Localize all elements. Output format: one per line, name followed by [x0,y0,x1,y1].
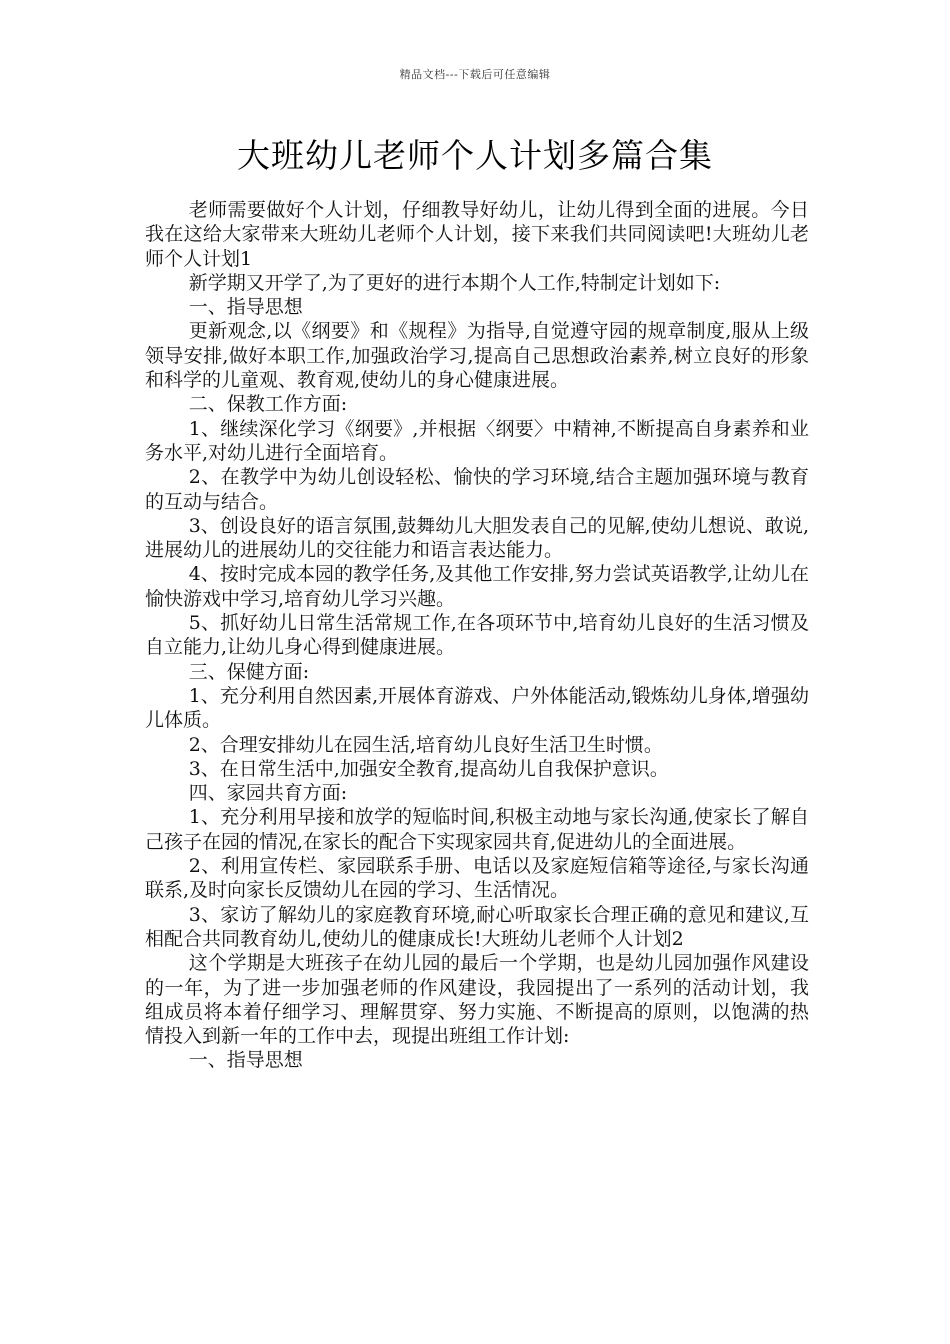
list-item: 3、创设良好的语言氛围,鼓舞幼儿大胆发表自己的见解,使幼儿想说、敢说,进展幼儿的进展幼儿的交往能力和语言表达能力。 [145,514,809,562]
list-item: 3、在日常生活中,加强安全教育,提高幼儿自我保护意识。 [188,757,669,780]
list-item: 2、利用宣传栏、家园联系手册、电话以及家庭短信箱等途径,与家长沟通联系,及时向家长反馈幼儿在园的学习、生活情况。 [145,855,809,902]
list-item: 1、充分利用自然因素,开展体育游戏、户外体能活动,锻炼幼儿身体,增强幼儿体质。 [145,684,809,732]
header-note: 精品文档---下载后可任意编辑 [399,68,551,81]
paragraph: 更新观念,以《纲要》和《规程》为指导,自觉遵守园的规章制度,服从上级领导安排,做好本职工作,加强政治学习,提高自己思想政治素养,树立良好的形象和科学的儿童观、教育观,使幼儿的身心健康进展。 [145,320,809,392]
section-heading: 三、保健方面: [188,660,310,683]
paragraph: 这个学期是大班孩子在幼儿园的最后一个学期，也是幼儿园加强作风建设的一年，为了进一步加强老师的作风建设，我园提出了一系列的活动计划，我组成员将本着仔细学习、理解贯穿、努力实施、不断提高的原则，以饱满的热情投入到新一年的工作中去，现提出班组工作计划: [145,952,809,1048]
document-title: 大班幼儿老师个人计划多篇合集 [237,136,713,175]
section-heading: 二、保教工作方面: [188,393,348,416]
list-item: 2、在教学中为幼儿创设轻松、愉快的学习环境,结合主题加强环境与教育的互动与结合。 [145,466,809,513]
section-heading: 四、家园共育方面: [188,782,348,805]
list-item: 1、继续深化学习《纲要》,并根据〈纲要〉中精神,不断提高自身素养和业务水平,对幼儿进行全面培育。 [145,417,809,464]
paragraph: 新学期又开学了,为了更好的进行本期个人工作,特制定计划如下: [188,271,721,294]
list-item: 2、合理安排幼儿在园生活,培育幼儿良好生活卫生时惯。 [188,733,663,756]
list-item: 1、充分利用早接和放学的短临时间,积极主动地与家长沟通,使家长了解自己孩子在园的情况,在家长的配合下实现家园共育,促进幼儿的全面进展。 [145,806,809,853]
document-body [145,198,809,1073]
list-item: 5、抓好幼儿日常生活常规工作,在各项环节中,培育幼儿良好的生活习惯及自立能力,让幼儿身心得到健康进展。 [145,612,809,659]
list-item: 4、按时完成本园的教学任务,及其他工作安排,努力尝试英语教学,让幼儿在愉快游戏中学习,培育幼儿学习兴趣。 [145,563,809,610]
section-heading: 一、指导思想 [188,1049,303,1072]
list-item: 3、家访了解幼儿的家庭教育环境,耐心听取家长合理正确的意见和建议,互相配合共同教育幼儿,使幼儿的健康成长!大班幼儿老师个人计划2 [145,903,809,950]
paragraph: 老师需要做好个人计划，仔细教导好幼儿，让幼儿得到全面的进展。今日我在这给大家带来大班幼儿老师个人计划，接下来我们共同阅读吧!大班幼儿老师个人计划1 [145,199,809,270]
section-heading: 一、指导思想 [188,296,303,319]
